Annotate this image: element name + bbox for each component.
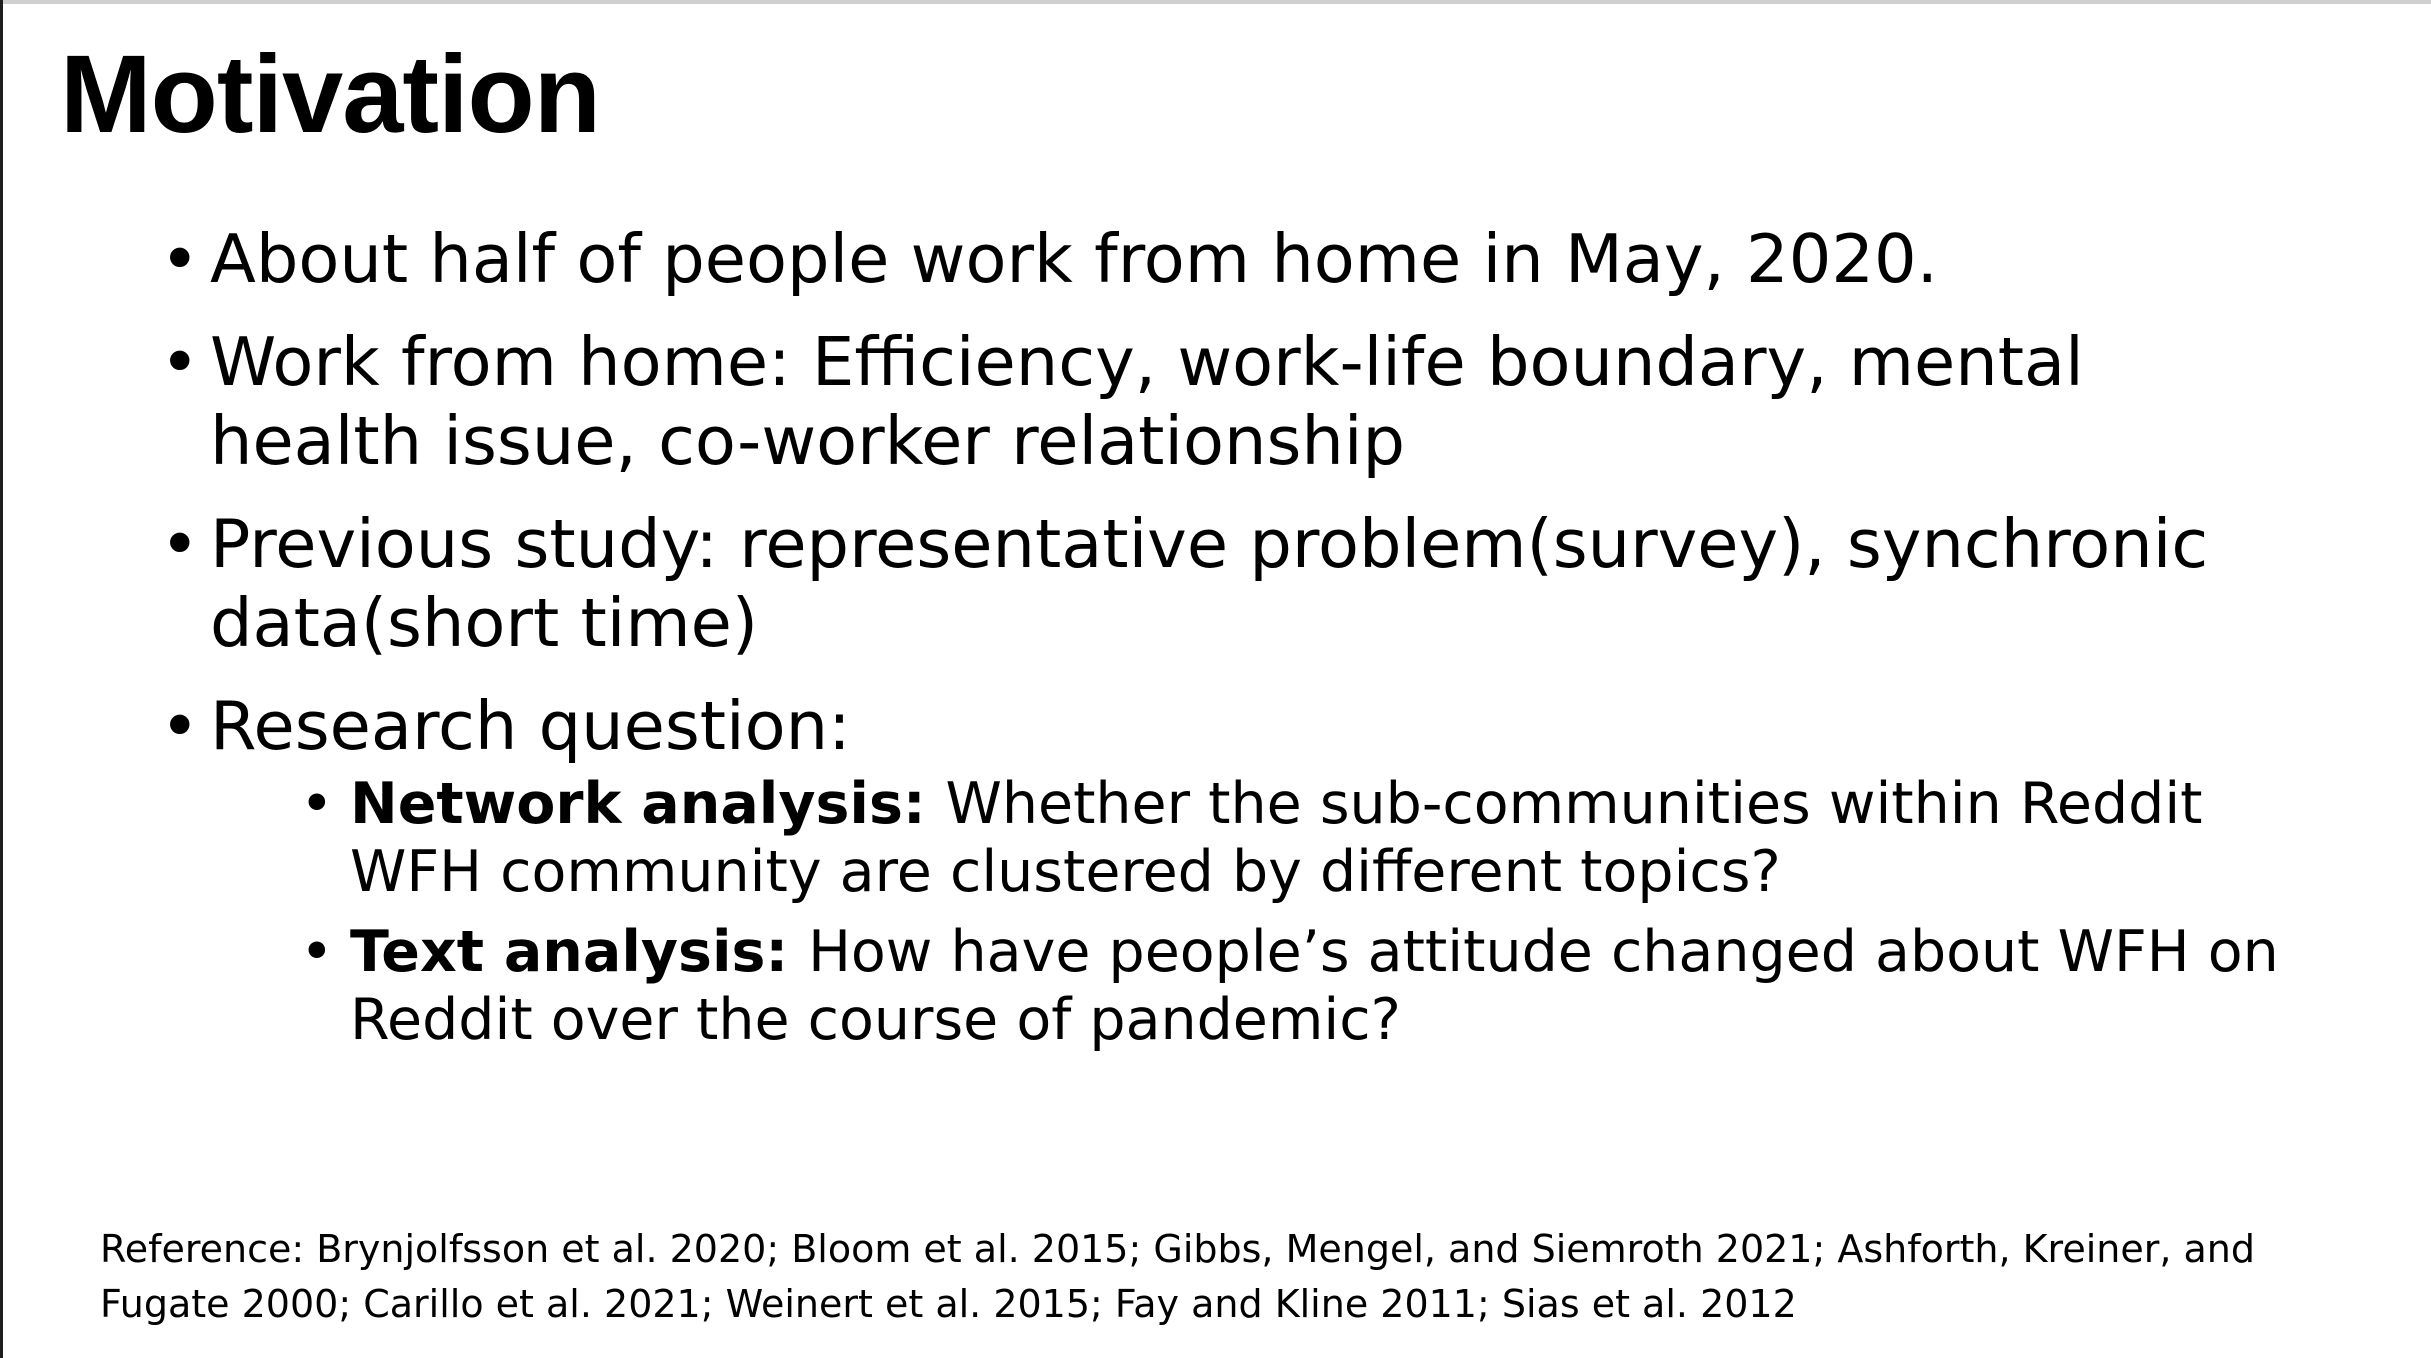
bullet-dot: •: [160, 505, 200, 583]
research-question-item: [300, 770, 2310, 906]
sub-bullet-dot: •: [300, 919, 334, 985]
research-question-text: Whether the sub-communities within Reddit WFH community are clustered by different topics?: [350, 771, 2203, 905]
bullet-text: Research question:: [210, 687, 851, 765]
bullet-text: Previous study: representative problem(survey), synchronic data(short time): [210, 505, 2209, 662]
research-question-text: How have people’s attitude changed about WFH on Reddit over the course of pandemic?: [350, 919, 2279, 1053]
bullet-dot: •: [160, 323, 200, 401]
slide-content: [160, 220, 2310, 1078]
slide-title: Motivation: [60, 33, 600, 156]
top-divider: [0, 0, 2431, 4]
left-border: [0, 0, 3, 1358]
bullet-text: About half of people work from home in May, 2020.: [210, 220, 1938, 298]
bullet-item: [160, 687, 2310, 1054]
sub-bullet-dot: •: [300, 771, 334, 837]
bullet-text: Work from home: Efficiency, work-life boundary, mental health issue, co-worker relationship: [210, 323, 2084, 480]
bullet-item: [160, 220, 2310, 299]
research-question-list: [210, 770, 2310, 1054]
reference-footnote: Reference: Brynjolfsson et al. 2020; Bloom et al. 2015; Gibbs, Mengel, and Siemroth 2021; Ashforth, Kreiner, and Fugate 2000; Carillo et al. 2021; Weinert et al. 2015; Fay and Kline 2011; Sias et al. 2012: [100, 1227, 2256, 1326]
research-question-label: Network analysis:: [350, 771, 946, 837]
bullet-dot: •: [160, 220, 200, 298]
bullet-item: [160, 505, 2310, 663]
research-question-item: [300, 918, 2310, 1054]
bullet-item: [160, 323, 2310, 481]
bullet-dot: •: [160, 687, 200, 765]
research-question-label: Text analysis:: [350, 919, 809, 985]
